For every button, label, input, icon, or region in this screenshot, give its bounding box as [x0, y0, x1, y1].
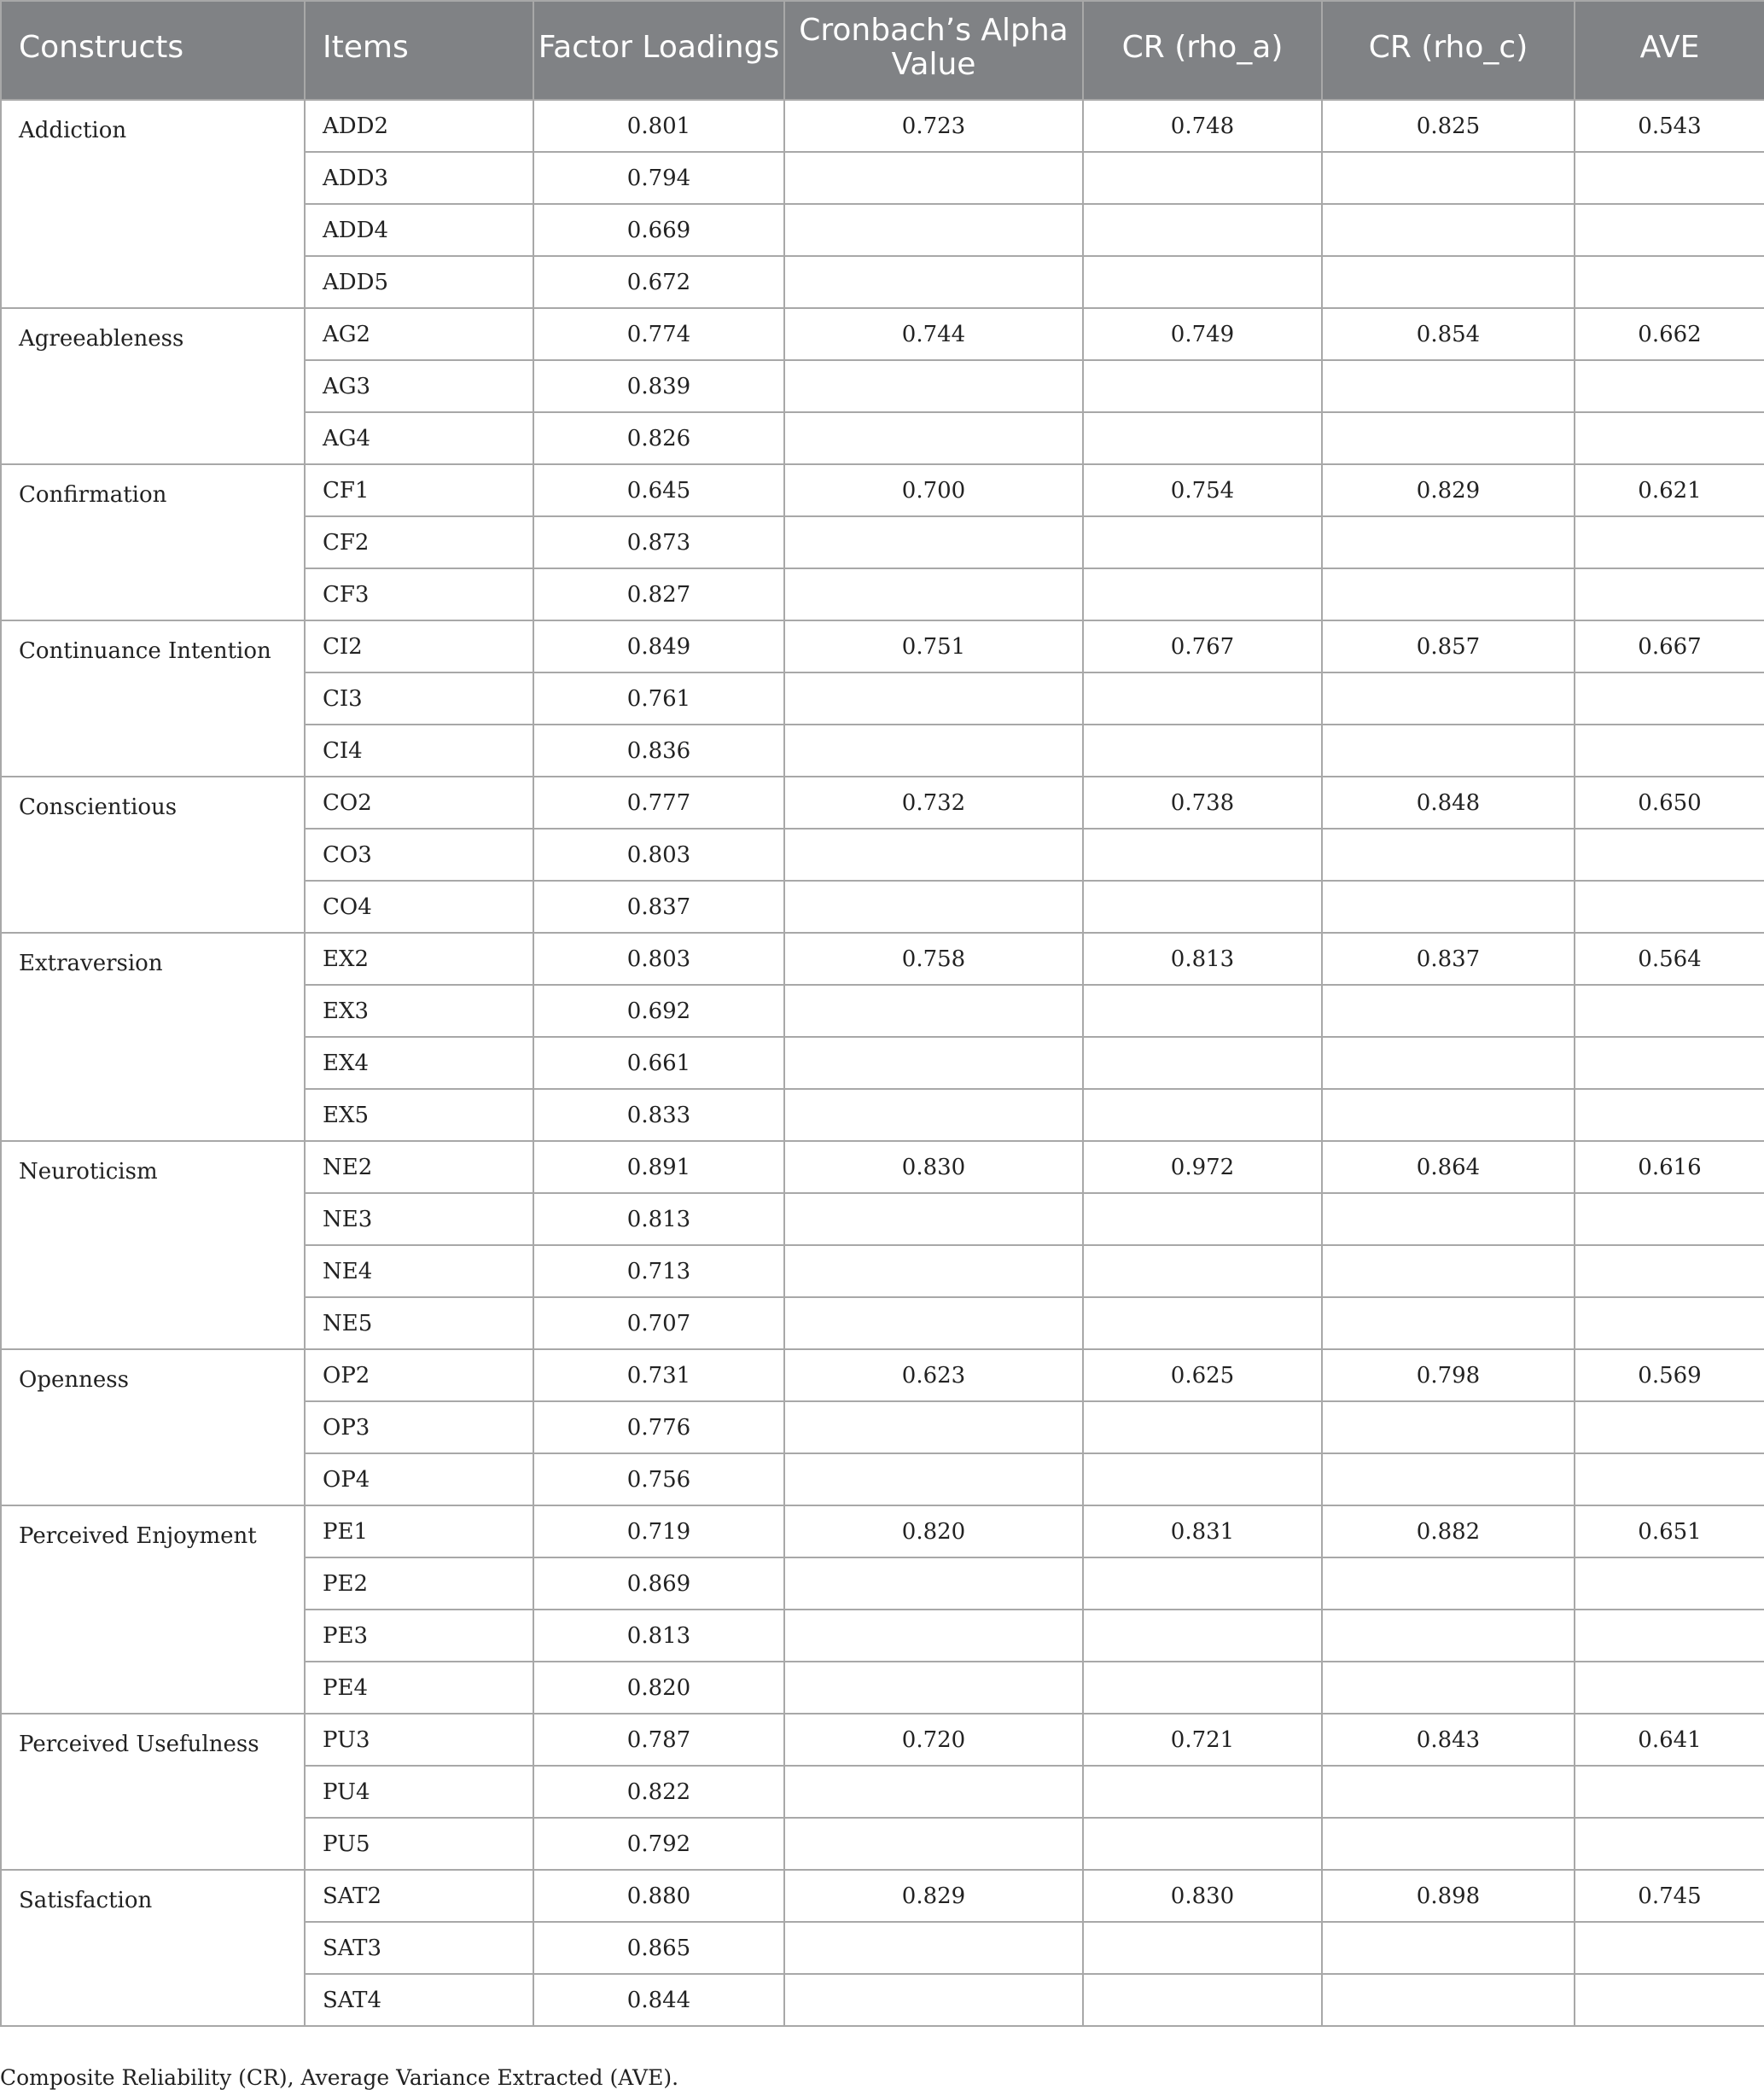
cr-rho-a-empty [1083, 881, 1322, 933]
factor-loading: 0.837 [533, 881, 784, 933]
header-cronbach-alpha: Cronbach’s Alpha Value [784, 1, 1083, 100]
ave-empty [1575, 1818, 1764, 1870]
ave-value: 0.621 [1575, 464, 1764, 516]
item-code: OP4 [305, 1453, 533, 1505]
ave-value: 0.641 [1575, 1714, 1764, 1766]
cr-rho-a-empty [1083, 516, 1322, 568]
factor-loading: 0.731 [533, 1349, 784, 1401]
cr-rho-a: 0.754 [1083, 464, 1322, 516]
item-code: ADD5 [305, 256, 533, 308]
item-code: AG4 [305, 412, 533, 464]
item-code: OP3 [305, 1401, 533, 1453]
item-code: PE1 [305, 1505, 533, 1557]
factor-loading: 0.719 [533, 1505, 784, 1557]
item-code: NE5 [305, 1297, 533, 1349]
item-code: CI2 [305, 620, 533, 672]
item-code: NE3 [305, 1193, 533, 1245]
cr-rho-a-empty [1083, 725, 1322, 777]
item-code: SAT4 [305, 1974, 533, 2026]
table-row [1, 1714, 1764, 1766]
cr-rho-c-empty [1322, 1401, 1575, 1453]
construct-name: Satisfaction [1, 1870, 305, 2026]
factor-loading: 0.774 [533, 308, 784, 360]
item-code: SAT3 [305, 1922, 533, 1974]
cr-rho-c-empty [1322, 1245, 1575, 1297]
ave-value: 0.745 [1575, 1870, 1764, 1922]
header-factor-loadings: Factor Loadings [533, 1, 784, 100]
construct-name: Confirmation [1, 464, 305, 620]
construct-name: Neuroticism [1, 1141, 305, 1349]
ave-empty [1575, 1297, 1764, 1349]
factor-loading: 0.792 [533, 1818, 784, 1870]
item-code: PE4 [305, 1662, 533, 1714]
table-row [1, 464, 1764, 516]
factor-loading: 0.776 [533, 1401, 784, 1453]
factor-loading: 0.822 [533, 1766, 784, 1818]
item-code: ADD3 [305, 152, 533, 204]
cronbach-alpha-empty [784, 256, 1083, 308]
cr-rho-a: 0.625 [1083, 1349, 1322, 1401]
cr-rho-a-empty [1083, 152, 1322, 204]
item-code: CF2 [305, 516, 533, 568]
cr-rho-c: 0.864 [1322, 1141, 1575, 1193]
item-code: CF1 [305, 464, 533, 516]
cronbach-alpha-empty [784, 1818, 1083, 1870]
factor-loading: 0.873 [533, 516, 784, 568]
ave-empty [1575, 1766, 1764, 1818]
cr-rho-c-empty [1322, 881, 1575, 933]
cr-rho-c-empty [1322, 985, 1575, 1037]
item-code: CF3 [305, 568, 533, 620]
cr-rho-c: 0.837 [1322, 933, 1575, 985]
factor-loading: 0.880 [533, 1870, 784, 1922]
cr-rho-c-empty [1322, 1922, 1575, 1974]
cr-rho-c-empty [1322, 360, 1575, 412]
cr-rho-c: 0.857 [1322, 620, 1575, 672]
cr-rho-c: 0.882 [1322, 1505, 1575, 1557]
ave-empty [1575, 568, 1764, 620]
cronbach-alpha-empty [784, 204, 1083, 256]
cr-rho-a: 0.721 [1083, 1714, 1322, 1766]
item-code: PE3 [305, 1610, 533, 1662]
cronbach-alpha: 0.820 [784, 1505, 1083, 1557]
cr-rho-c-empty [1322, 152, 1575, 204]
cr-rho-a-empty [1083, 1766, 1322, 1818]
cronbach-alpha: 0.830 [784, 1141, 1083, 1193]
table-row [1, 1141, 1764, 1193]
factor-loading: 0.794 [533, 152, 784, 204]
item-code: AG2 [305, 308, 533, 360]
ave-empty [1575, 1922, 1764, 1974]
cr-rho-a-empty [1083, 1193, 1322, 1245]
ave-value: 0.651 [1575, 1505, 1764, 1557]
factor-loading: 0.661 [533, 1037, 784, 1089]
cronbach-alpha-empty [784, 985, 1083, 1037]
construct-name: Conscientious [1, 777, 305, 933]
cr-rho-c-empty [1322, 204, 1575, 256]
cr-rho-a: 0.830 [1083, 1870, 1322, 1922]
cronbach-alpha-empty [784, 1401, 1083, 1453]
ave-empty [1575, 1401, 1764, 1453]
cronbach-alpha-empty [784, 516, 1083, 568]
construct-name: Openness [1, 1349, 305, 1505]
cr-rho-a-empty [1083, 672, 1322, 725]
item-code: EX4 [305, 1037, 533, 1089]
cr-rho-c-empty [1322, 412, 1575, 464]
ave-value: 0.662 [1575, 308, 1764, 360]
ave-empty [1575, 256, 1764, 308]
table-footnote: Composite Reliability (CR), Average Variance Extracted (AVE). [0, 2065, 679, 2090]
factor-loading: 0.839 [533, 360, 784, 412]
ave-value: 0.667 [1575, 620, 1764, 672]
cronbach-alpha-empty [784, 1557, 1083, 1610]
item-code: NE2 [305, 1141, 533, 1193]
cronbach-alpha-empty [784, 1662, 1083, 1714]
cr-rho-c-empty [1322, 1453, 1575, 1505]
cr-rho-c-empty [1322, 1037, 1575, 1089]
cr-rho-a: 0.813 [1083, 933, 1322, 985]
item-code: NE4 [305, 1245, 533, 1297]
cronbach-alpha: 0.758 [784, 933, 1083, 985]
factor-loading: 0.813 [533, 1610, 784, 1662]
cronbach-alpha-empty [784, 1922, 1083, 1974]
cr-rho-a: 0.738 [1083, 777, 1322, 829]
cr-rho-a-empty [1083, 1089, 1322, 1141]
header-items: Items [305, 1, 533, 100]
cronbach-alpha-empty [784, 725, 1083, 777]
header-cr-rho-a: CR (rho_a) [1083, 1, 1322, 100]
cronbach-alpha-empty [784, 1610, 1083, 1662]
cronbach-alpha-empty [784, 672, 1083, 725]
cronbach-alpha-empty [784, 412, 1083, 464]
ave-empty [1575, 1662, 1764, 1714]
cr-rho-c: 0.843 [1322, 1714, 1575, 1766]
cr-rho-c: 0.798 [1322, 1349, 1575, 1401]
factor-loading: 0.713 [533, 1245, 784, 1297]
cr-rho-a-empty [1083, 1401, 1322, 1453]
ave-empty [1575, 1610, 1764, 1662]
table-row [1, 1349, 1764, 1401]
cr-rho-c: 0.854 [1322, 308, 1575, 360]
item-code: CI3 [305, 672, 533, 725]
ave-empty [1575, 412, 1764, 464]
factor-loading: 0.869 [533, 1557, 784, 1610]
cronbach-alpha-empty [784, 152, 1083, 204]
header-cr-rho-c: CR (rho_c) [1322, 1, 1575, 100]
cronbach-alpha-empty [784, 1453, 1083, 1505]
cr-rho-a-empty [1083, 829, 1322, 881]
ave-empty [1575, 204, 1764, 256]
cr-rho-a-empty [1083, 1557, 1322, 1610]
cr-rho-c-empty [1322, 1297, 1575, 1349]
construct-name: Addiction [1, 100, 305, 308]
ave-empty [1575, 1193, 1764, 1245]
cr-rho-c: 0.898 [1322, 1870, 1575, 1922]
ave-empty [1575, 881, 1764, 933]
cronbach-alpha: 0.720 [784, 1714, 1083, 1766]
cr-rho-a-empty [1083, 1245, 1322, 1297]
item-code: CO3 [305, 829, 533, 881]
cr-rho-a-empty [1083, 568, 1322, 620]
cronbach-alpha: 0.623 [784, 1349, 1083, 1401]
cr-rho-a-empty [1083, 204, 1322, 256]
item-code: CI4 [305, 725, 533, 777]
cr-rho-a: 0.972 [1083, 1141, 1322, 1193]
cronbach-alpha-empty [784, 360, 1083, 412]
factor-loading: 0.801 [533, 100, 784, 152]
item-code: PU4 [305, 1766, 533, 1818]
factor-loading: 0.891 [533, 1141, 784, 1193]
factor-loading: 0.803 [533, 933, 784, 985]
item-code: EX2 [305, 933, 533, 985]
cr-rho-c-empty [1322, 725, 1575, 777]
table-header [1, 1, 1764, 100]
ave-value: 0.650 [1575, 777, 1764, 829]
factor-loading: 0.756 [533, 1453, 784, 1505]
cr-rho-c-empty [1322, 1089, 1575, 1141]
cr-rho-c-empty [1322, 1974, 1575, 2026]
factor-loading: 0.826 [533, 412, 784, 464]
cr-rho-c-empty [1322, 672, 1575, 725]
cr-rho-a-empty [1083, 1818, 1322, 1870]
item-code: OP2 [305, 1349, 533, 1401]
item-code: ADD4 [305, 204, 533, 256]
cronbach-alpha-empty [784, 1245, 1083, 1297]
ave-value: 0.564 [1575, 933, 1764, 985]
cr-rho-c-empty [1322, 516, 1575, 568]
factor-loading: 0.803 [533, 829, 784, 881]
ave-empty [1575, 1557, 1764, 1610]
factor-loading: 0.787 [533, 1714, 784, 1766]
ave-empty [1575, 985, 1764, 1037]
ave-empty [1575, 152, 1764, 204]
factor-loading: 0.645 [533, 464, 784, 516]
factor-loading: 0.692 [533, 985, 784, 1037]
cr-rho-a: 0.767 [1083, 620, 1322, 672]
factor-loading: 0.813 [533, 1193, 784, 1245]
cr-rho-c-empty [1322, 1557, 1575, 1610]
cr-rho-c-empty [1322, 1193, 1575, 1245]
cr-rho-a: 0.831 [1083, 1505, 1322, 1557]
item-code: EX5 [305, 1089, 533, 1141]
cronbach-alpha: 0.732 [784, 777, 1083, 829]
factor-loading: 0.836 [533, 725, 784, 777]
cronbach-alpha: 0.829 [784, 1870, 1083, 1922]
factor-loading: 0.844 [533, 1974, 784, 2026]
cronbach-alpha-empty [784, 1297, 1083, 1349]
ave-empty [1575, 1245, 1764, 1297]
ave-empty [1575, 1089, 1764, 1141]
header-constructs: Constructs [1, 1, 305, 100]
cr-rho-c: 0.825 [1322, 100, 1575, 152]
cr-rho-a: 0.749 [1083, 308, 1322, 360]
factor-loading: 0.820 [533, 1662, 784, 1714]
cr-rho-a-empty [1083, 256, 1322, 308]
factor-loading: 0.849 [533, 620, 784, 672]
table-row [1, 777, 1764, 829]
item-code: PE2 [305, 1557, 533, 1610]
construct-name: Continuance Intention [1, 620, 305, 777]
ave-empty [1575, 1037, 1764, 1089]
ave-empty [1575, 829, 1764, 881]
table-row [1, 1505, 1764, 1557]
item-code: CO4 [305, 881, 533, 933]
construct-name: Perceived Usefulness [1, 1714, 305, 1870]
cronbach-alpha-empty [784, 1974, 1083, 2026]
cronbach-alpha: 0.744 [784, 308, 1083, 360]
cronbach-alpha-empty [784, 1766, 1083, 1818]
header-ave: AVE [1575, 1, 1764, 100]
construct-name: Extraversion [1, 933, 305, 1141]
cr-rho-a-empty [1083, 1297, 1322, 1349]
ave-empty [1575, 1974, 1764, 2026]
cr-rho-a-empty [1083, 412, 1322, 464]
ave-empty [1575, 725, 1764, 777]
cr-rho-c: 0.848 [1322, 777, 1575, 829]
table-body [1, 100, 1764, 2026]
item-code: ADD2 [305, 100, 533, 152]
ave-value: 0.543 [1575, 100, 1764, 152]
header-row [1, 1, 1764, 100]
cr-rho-a-empty [1083, 1610, 1322, 1662]
table-row [1, 933, 1764, 985]
factor-loading: 0.827 [533, 568, 784, 620]
cronbach-alpha-empty [784, 881, 1083, 933]
cronbach-alpha-empty [784, 829, 1083, 881]
item-code: PU5 [305, 1818, 533, 1870]
cr-rho-a-empty [1083, 1453, 1322, 1505]
cr-rho-c-empty [1322, 1766, 1575, 1818]
table-row [1, 100, 1764, 152]
cr-rho-a-empty [1083, 1662, 1322, 1714]
factor-loading: 0.777 [533, 777, 784, 829]
cr-rho-c-empty [1322, 256, 1575, 308]
ave-value: 0.569 [1575, 1349, 1764, 1401]
factor-loading: 0.833 [533, 1089, 784, 1141]
ave-empty [1575, 516, 1764, 568]
cr-rho-a-empty [1083, 360, 1322, 412]
table-row [1, 620, 1764, 672]
item-code: PU3 [305, 1714, 533, 1766]
table-row [1, 1870, 1764, 1922]
cronbach-alpha-empty [784, 568, 1083, 620]
cr-rho-c-empty [1322, 1818, 1575, 1870]
construct-name: Agreeableness [1, 308, 305, 464]
item-code: AG3 [305, 360, 533, 412]
cr-rho-a-empty [1083, 1922, 1322, 1974]
factor-loading: 0.672 [533, 256, 784, 308]
construct-name: Perceived Enjoyment [1, 1505, 305, 1714]
ave-empty [1575, 1453, 1764, 1505]
cr-rho-a: 0.748 [1083, 100, 1322, 152]
cronbach-alpha-empty [784, 1089, 1083, 1141]
cr-rho-c-empty [1322, 1662, 1575, 1714]
cr-rho-c-empty [1322, 568, 1575, 620]
cronbach-alpha: 0.723 [784, 100, 1083, 152]
cronbach-alpha-empty [784, 1193, 1083, 1245]
cronbach-alpha: 0.700 [784, 464, 1083, 516]
cronbach-alpha-empty [784, 1037, 1083, 1089]
ave-empty [1575, 672, 1764, 725]
item-code: CO2 [305, 777, 533, 829]
cr-rho-c: 0.829 [1322, 464, 1575, 516]
cr-rho-a-empty [1083, 1974, 1322, 2026]
item-code: EX3 [305, 985, 533, 1037]
cr-rho-c-empty [1322, 829, 1575, 881]
cr-rho-a-empty [1083, 1037, 1322, 1089]
ave-empty [1575, 360, 1764, 412]
factor-loading: 0.865 [533, 1922, 784, 1974]
table-row [1, 308, 1764, 360]
cr-rho-a-empty [1083, 985, 1322, 1037]
factor-loading: 0.707 [533, 1297, 784, 1349]
cronbach-alpha: 0.751 [784, 620, 1083, 672]
item-code: SAT2 [305, 1870, 533, 1922]
factor-loading: 0.761 [533, 672, 784, 725]
cr-rho-c-empty [1322, 1610, 1575, 1662]
factor-loading: 0.669 [533, 204, 784, 256]
ave-value: 0.616 [1575, 1141, 1764, 1193]
